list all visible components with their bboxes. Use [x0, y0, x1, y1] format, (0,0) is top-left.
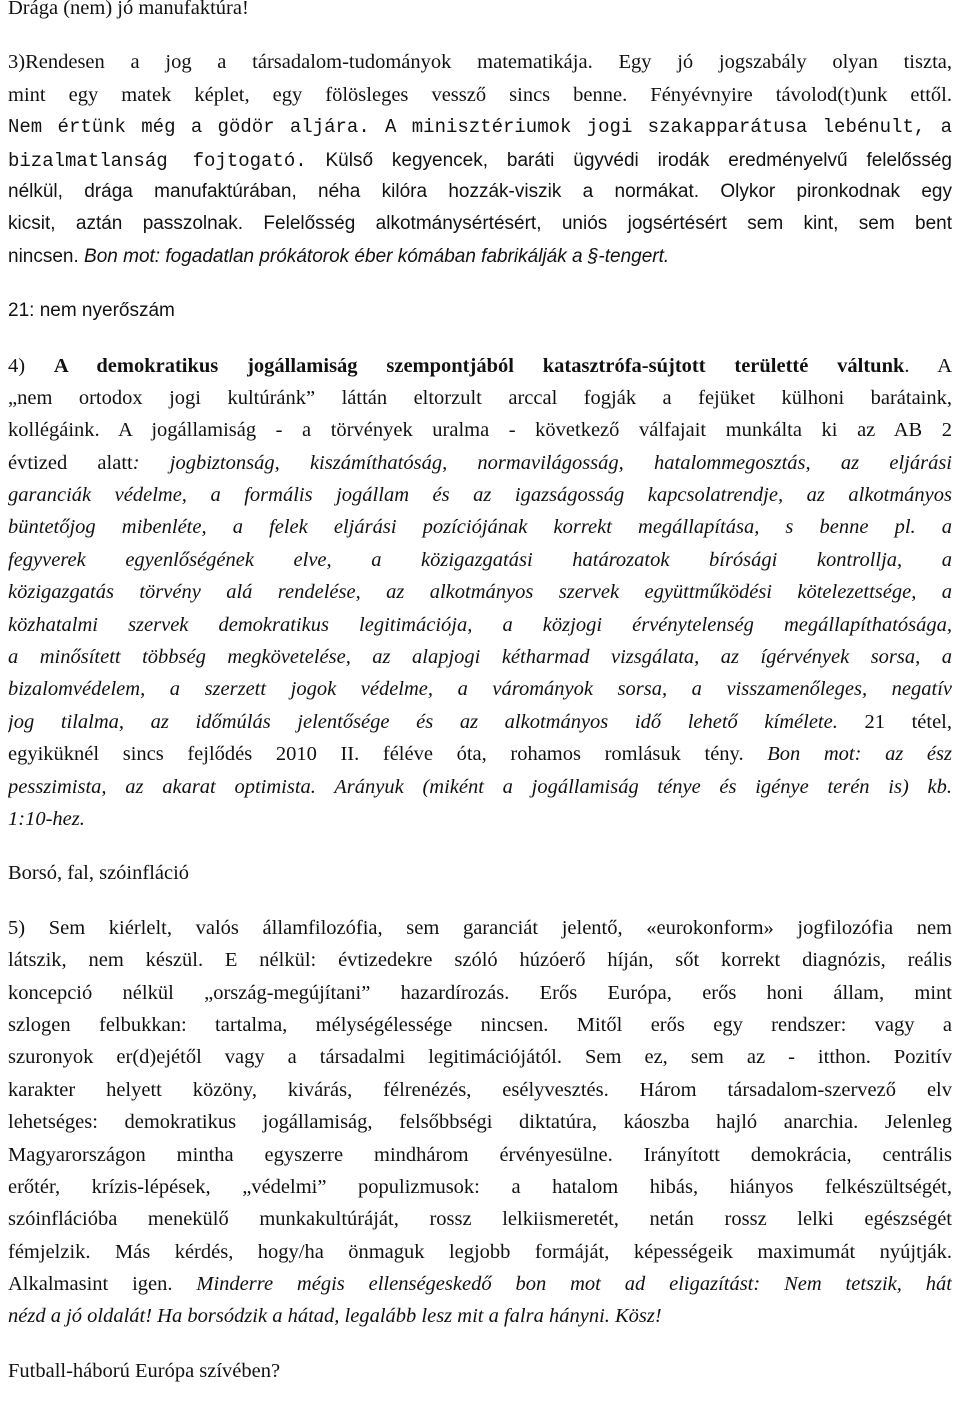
text-line	[8, 241, 952, 273]
section-3-paragraph	[8, 46, 952, 273]
text-span: Alkalmasint igen.	[8, 1273, 197, 1296]
text-line: pesszimista, az akarat optimista. Arányuk (miként a jogállamiság ténye és igénye terén is) kb.	[8, 775, 952, 798]
text-line	[8, 144, 952, 176]
text-span: egyiküknél sincs fejlődés 2010 II. féléve óta, rohamos romlásuk tény.	[8, 743, 768, 766]
bold-statement: A demokratikus jogállamiság szempontjából katasztrófa-sújtott területté váltunk	[53, 354, 905, 377]
spacer	[8, 835, 952, 857]
text-line	[8, 447, 952, 479]
text-line	[8, 738, 952, 770]
section-4-paragraph	[8, 350, 952, 836]
italic-list-text: : jogbiztonság, kiszámíthatóság, normavilágosság, hatalommegosztás, az eljárási	[132, 451, 952, 474]
text-line	[8, 706, 952, 738]
text-line: fegyverek egyenlőségének elve, a közigazgatási határozatok bírósági kontrollja, a	[8, 548, 952, 571]
section-5-paragraph	[8, 912, 952, 1333]
italic-list-text: jog tilalma, az időmúlás jelentősége és az alkotmányos idő lehető kímélete.	[8, 710, 838, 733]
text-line: látszik, nem készül. E nélkül: évtizedekre szóló húzóerő híján, sőt korrekt diagnózis, reális	[8, 949, 952, 972]
text-line: szuronyok er(d)ejétől vagy a társadalmi legitimációjától. Sem ez, sem az - itthon. Pozitív	[8, 1046, 952, 1069]
text-line: mint egy matek képlet, egy fölösleges vessző sincs benne. Fényévnyire távolod(t)unk ettől.	[8, 83, 952, 106]
text-line: nélkül, drága manufaktúrában, néha kilóra hozzák-viszik a normákat. Olykor pironkodnak egy	[8, 180, 952, 202]
bon-mot-text: Bon mot: fogadatlan prókátorok éber kómában fabrikálják a §-tengert.	[84, 245, 670, 267]
text-line: karakter helyett közöny, kivárás, félrenézés, esélyvesztés. Három társadalom-szervező elv	[8, 1078, 952, 1101]
text-line: 1:10-hez.	[8, 807, 85, 830]
text-line: 3)Rendesen a jog a társadalom-tudományok matematikája. Egy jó jogszabály olyan tiszta,	[8, 51, 952, 74]
text-span: évtized alatt	[8, 451, 133, 474]
text-span: Külső kegyencek, baráti ügyvédi irodák eredményelvű felelősség	[306, 149, 952, 171]
text-span: . A	[904, 354, 952, 377]
text-line: szóinflációba menekülő munkakultúráját, rossz lelkiismeretét, netán rossz lelki egészségét	[8, 1208, 952, 1231]
text-line: fémjelzik. Más kérdés, hogy/ha önmaguk legjobb formáját, képességeik maximumát nyújtják.	[8, 1240, 952, 1263]
text-line: Magyarországon mintha egyszerre mindhárom érvényesülne. Irányított demokrácia, centrális	[8, 1143, 952, 1166]
spacer	[8, 1333, 952, 1355]
text-line: 5) Sem kiérlelt, valós államfilozófia, sem garanciát jelentő, «eurokonform» jogfilozófia nem	[8, 916, 952, 939]
section-heading: Borsó, fal, szóinfláció	[8, 862, 190, 885]
spacer	[8, 890, 952, 912]
text-line: közigazgatás törvény alá rendelése, az alkotmányos szervek együttműködési kötelezettsége, a	[8, 581, 952, 604]
bon-mot-text: Bon mot: az ész	[767, 743, 952, 766]
text-line: kicsit, aztán passzolnak. Felelősség alkotmánysértésért, uniós jogsértésért sem kint, sem bent	[8, 213, 952, 235]
document-heading: Drága (nem) jó manufaktúra!	[8, 0, 249, 19]
text-line: koncepció nélkül „ország-megújítani” hazardírozás. Erős Európa, erős honi állam, mint	[8, 981, 952, 1004]
section-heading: Futball-háború Európa szívében?	[8, 1359, 281, 1382]
text-line: bizalomvédelem, a szerzett jogok védelme, a várományok sorsa, a visszamenőleges, negatív	[8, 678, 952, 701]
section-heading: 21: nem nyerőszám	[8, 300, 175, 322]
text-line: kollégáink. A jogállamiság - a törvények uralma - következő válfajait munkálta ki az AB 2	[8, 419, 952, 442]
text-line: büntetőjog mibenléte, a felek eljárási pozíciójának korrekt megállapítása, s benne pl. a	[8, 516, 952, 539]
text-line: közhatalmi szervek demokratikus legitimációja, a közjogi érvénytelenség megállapíthatósága,	[8, 613, 952, 636]
spacer	[8, 24, 952, 46]
text-span: bizalmatlanság fojtogató.	[8, 149, 307, 172]
text-span: nincsen.	[8, 245, 85, 267]
text-line: a minősített többség megkövetelése, az alapjogi kétharmad vizsgálata, az ígérvények sorsa, a	[8, 646, 952, 669]
text-line: erőtér, krízis-lépések, „védelmi” populizmusok: a hatalom hibás, hiányos felkészültségét,	[8, 1175, 952, 1198]
text-line: Nem értünk még a gödör aljára. A minisztériumok jogi szakapparátusa lebénult, a	[8, 116, 952, 139]
bon-mot-text: Minderre mégis ellenségeskedő bon mot ad eligazítást: Nem tetszik, hát	[196, 1273, 952, 1296]
spacer	[8, 328, 952, 350]
text-line: garanciák védelme, a formális jogállam és az igazságosság kapcsolatrendje, az alkotmányos	[8, 484, 952, 507]
text-span: 21 tétel,	[837, 710, 952, 733]
text-line: lehetséges: demokratikus jogállamiság, felsőbbségi diktatúra, káoszba hajló anarchia. Jelenleg	[8, 1111, 952, 1134]
spacer	[8, 273, 952, 295]
text-line: szlogen felbukkan: tartalma, mélységélessége nincsen. Mitől erős egy rendszer: vagy a	[8, 1013, 952, 1036]
text-line	[8, 350, 952, 382]
text-span: 4)	[8, 354, 54, 377]
text-line: nézd a jó oldalát! Ha borsódzik a hátad, legalább lesz mit a falra hányni. Kösz!	[8, 1305, 662, 1328]
text-line: „nem ortodox jogi kultúránk” láttán eltorzult arccal fogják a fejüket külhoni barátaink,	[8, 386, 952, 409]
text-line	[8, 1268, 952, 1300]
